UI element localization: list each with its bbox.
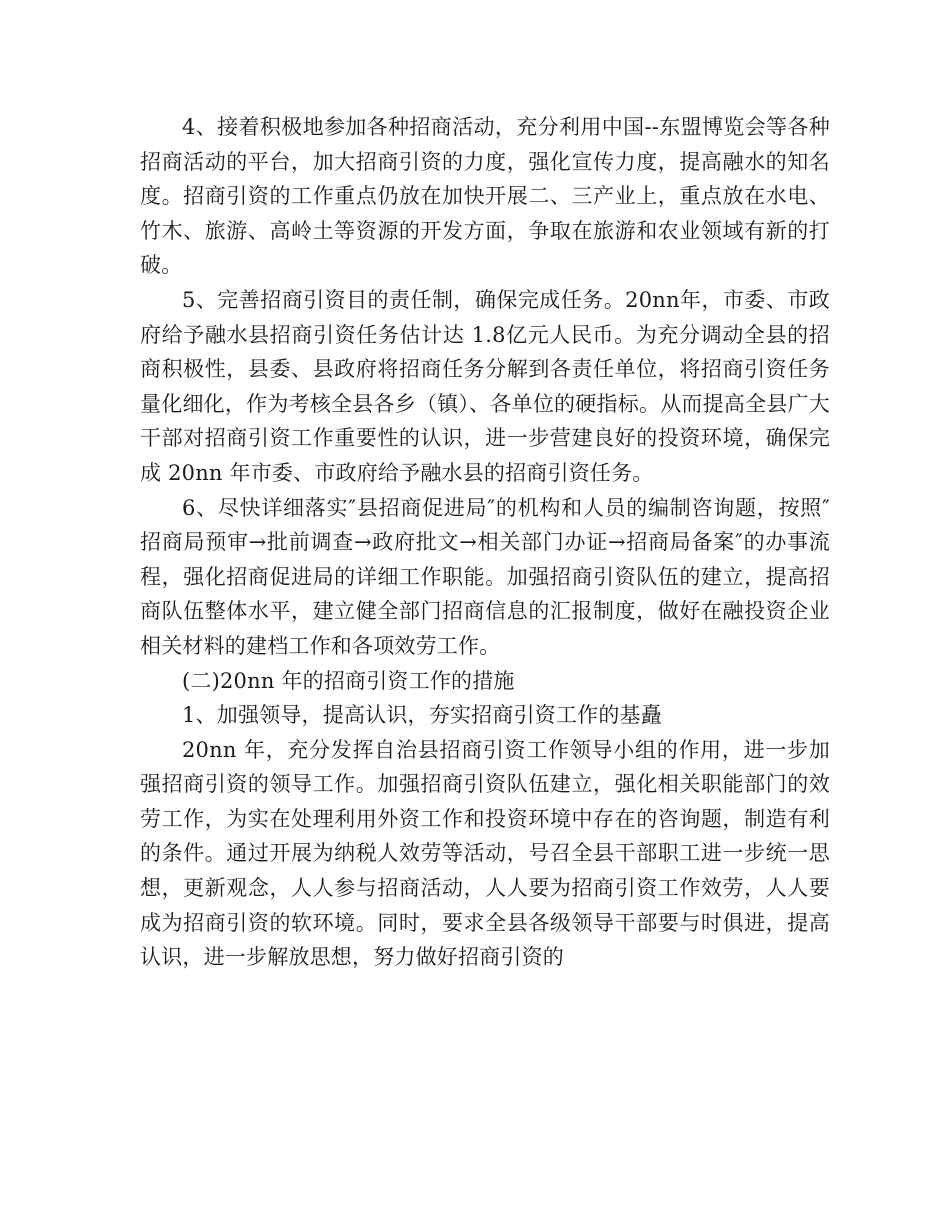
- document-page: [140, 110, 830, 975]
- paragraph-item-5: 5、完善招商引资目的责任制，确保完成任务。20nn年，市委、市政府给予融水县招商引资任务估计达 1.8亿元人民币。为充分调动全县的招商积极性，县委、县政府将招商任务分解到各责任单位，将招商引资任务量化细化，作为考核全县各乡（镇）、各单位的硬指标。从而提高全县广大干部对招商引资工作重要性的认识，进一步营建良好的投资环境，确保完成 20nn 年市委、市政府给予融水县的招商引资任务。: [140, 287, 830, 485]
- paragraph-item-4: 4、接着积极地参加各种招商活动，充分利用中国--东盟博览会等各种招商活动的平台，加大招商引资的力度，强化宣传力度，提高融水的知名度。招商引资的工作重点仍放在加快开展二、三产业上，重点放在水电、竹木、旅游、高岭土等资源的开发方面，争取在旅游和农业领域有新的打破。: [140, 115, 830, 278]
- paragraph-leadership-body: 20nn 年，充分发挥自治县招商引资工作领导小组的作用，进一步加强招商引资的领导工作。加强招商引资队伍建立，强化相关职能部门的效劳工作，为实在处理利用外资工作和投资环境中存在的咨询题，制造有利的条件。通过开展为纳税人效劳等活动，号召全县干部职工进一步统一思想，更新观念，人人参与招商活动，人人要为招商引资工作效劳，人人要成为招商引资的软环境。同时，要求全县各级领导干部要与时俱进，提高认识，进一步解放思想，努力做好招商引资的: [140, 737, 830, 970]
- subheading-strengthen-leadership: 1、加强领导，提高认识，夯实招商引资工作的基矗: [182, 703, 662, 728]
- section-heading-measures: (二)20nn 年的招商引资工作的措施: [182, 668, 515, 693]
- paragraph-item-6: 6、尽快详细落实″县招商促进局″的机构和人员的编制咨询题，按照″招商局预审→批前调查→政府批文→相关部门办证→招商局备案″的办事流程，强化招商促进局的详细工作职能。加强招商引资队伍的建立，提高招商队伍整体水平，建立健全部门招商信息的汇报制度，做好在融投资企业相关材料的建档工作和各项效劳工作。: [140, 495, 830, 658]
